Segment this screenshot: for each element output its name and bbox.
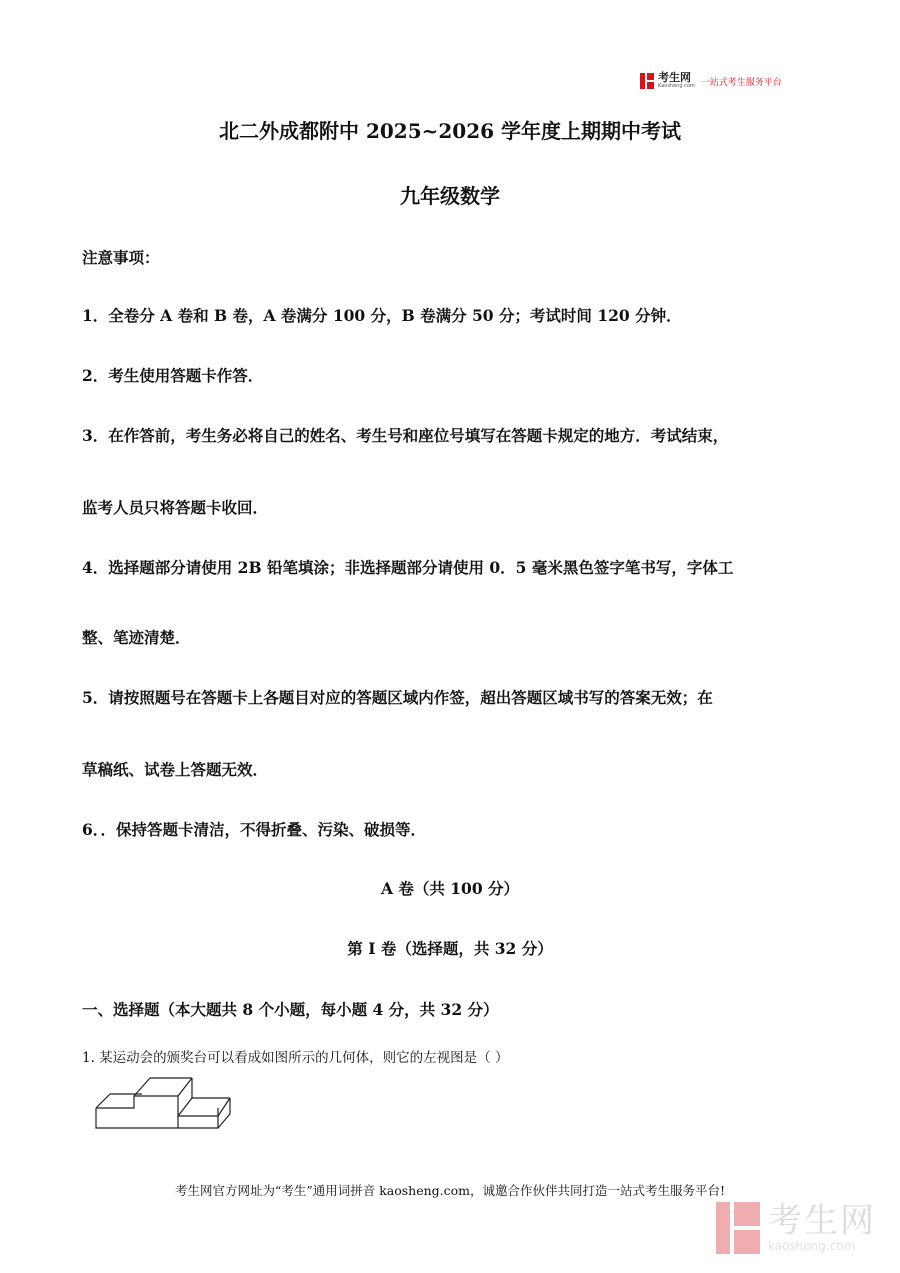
podium-front-profile bbox=[96, 1096, 218, 1116]
notice-heading: 注意事项： bbox=[82, 248, 160, 267]
kaosheng-logo-icon bbox=[640, 73, 654, 89]
notice-line: 4．选择题部分请使用 2B 铅笔填涂；非选择题部分请使用 0．5 毫米黑色签字笔书写，字体工 bbox=[82, 558, 734, 577]
notice-line: 6．．保持答题卡清洁，不得折叠、污染、破损等． bbox=[82, 820, 427, 839]
watermark bbox=[716, 1202, 876, 1254]
notice-line: 监考人员只将答题卡收回． bbox=[82, 498, 269, 517]
notice-line: 整、笔迹清楚． bbox=[82, 628, 191, 647]
kaosheng-watermark-icon bbox=[716, 1202, 760, 1254]
podium-figure bbox=[94, 1074, 234, 1132]
section-1-heading: 第 I 卷（选择题，共 32 分） bbox=[347, 939, 553, 958]
notice-line: 3．在作答前，考生务必将自己的姓名、考生号和座位号填写在答题卡规定的地方．考试结束， bbox=[82, 426, 729, 445]
logo-name: 考生网 bbox=[658, 71, 691, 84]
logo-slogan: 一站式考生服务平台 bbox=[700, 77, 782, 88]
page-subtitle: 九年级数学 bbox=[400, 184, 500, 208]
question-1: 1. 某运动会的颁奖台可以看成如图所示的几何体，则它的左视图是（ ） bbox=[82, 1050, 509, 1066]
header-logo bbox=[640, 73, 782, 89]
footer-text: 考生网官方网址为“考生”通用词拼音 kaosheng.com，诚邀合作伙伴共同打造一站式考生服务平台! bbox=[174, 1183, 726, 1198]
podium-front-base bbox=[96, 1108, 218, 1128]
notice-line: 1．全卷分 A 卷和 B 卷，A 卷满分 100 分，B 卷满分 50 分；考试时间 120 分钟． bbox=[82, 306, 682, 325]
part-one-heading: 一、选择题（本大题共 8 个小题，每小题 4 分，共 32 分） bbox=[82, 1000, 499, 1019]
notice-line: 草稿纸、试卷上答题无效． bbox=[82, 760, 269, 779]
notice-line: 5．请按照题号在答题卡上各题目对应的答题区域内作签，超出答题区域书写的答案无效；在 bbox=[82, 688, 713, 707]
page-title: 北二外成都附中 2025~2026 学年度上期期中考试 bbox=[218, 119, 681, 143]
watermark-name: 考生网 bbox=[768, 1201, 876, 1241]
watermark-domain: kaosheng.com bbox=[768, 1239, 856, 1253]
notice-line: 2．考生使用答题卡作答． bbox=[82, 366, 264, 385]
logo-domain: Kaosheng.com bbox=[658, 83, 695, 89]
section-a-heading: A 卷（共 100 分） bbox=[380, 879, 520, 898]
